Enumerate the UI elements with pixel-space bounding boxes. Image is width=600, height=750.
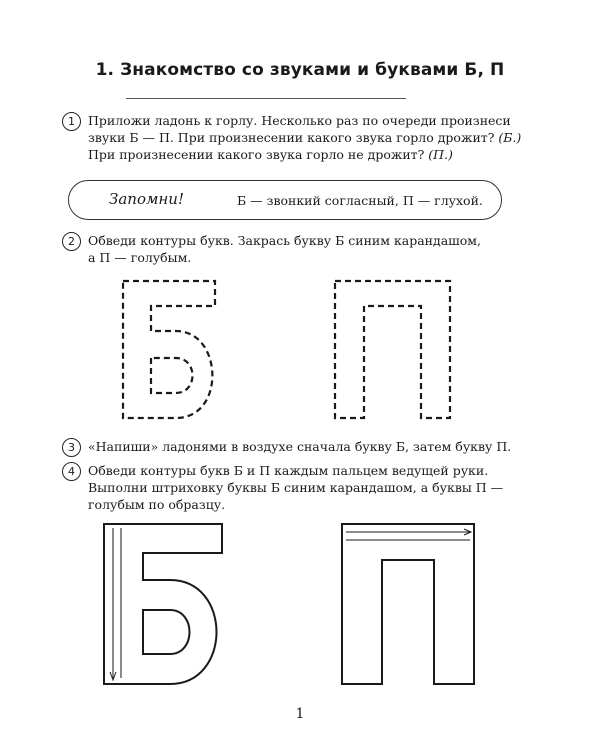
answer-hint: (П.) bbox=[428, 147, 453, 162]
task-line: голубым по образцу. bbox=[88, 497, 226, 512]
task-text bbox=[88, 232, 522, 266]
hatching-sample bbox=[346, 529, 471, 540]
task-line: Выполни штриховку буквы Б синим карандашом, а буквы П — bbox=[88, 480, 504, 495]
task-1 bbox=[62, 112, 522, 163]
task-line: Приложи ладонь к горлу. Несколько раз по очереди произнеси bbox=[88, 113, 511, 128]
task-4 bbox=[62, 462, 522, 513]
page-number: 1 bbox=[295, 706, 305, 722]
outline-letter-b bbox=[100, 520, 230, 690]
task-line: Обведи контуры букв Б и П каждым пальцем ведущей руки. bbox=[88, 463, 489, 478]
hatching-sample bbox=[110, 528, 121, 680]
task-number: 3 bbox=[62, 438, 81, 457]
outline-letter-p bbox=[338, 520, 478, 690]
remember-rule: Б — звонкий согласный, П — глухой. bbox=[237, 193, 483, 208]
answer-hint: (Б.) bbox=[498, 130, 522, 145]
page-title: 1. Знакомство со звуками и буквами Б, П bbox=[95, 60, 505, 80]
task-text bbox=[88, 112, 522, 163]
title-divider bbox=[126, 98, 406, 99]
task-text bbox=[88, 438, 522, 455]
task-3 bbox=[62, 438, 522, 455]
task-line: а П — голубым. bbox=[88, 250, 192, 265]
task-number: 2 bbox=[62, 232, 81, 251]
task-text bbox=[88, 462, 522, 513]
task-2 bbox=[62, 232, 522, 266]
task-line: звуки Б — П. При произнесении какого звука горло дрожит? bbox=[88, 130, 495, 145]
task-number: 1 bbox=[62, 112, 81, 131]
task-line: Обведи контуры букв. Закрась букву Б синим карандашом, bbox=[88, 233, 481, 248]
task-line: «Напиши» ладонями в воздухе сначала букву Б, затем букву П. bbox=[88, 439, 512, 454]
task-number: 4 bbox=[62, 462, 81, 481]
task-line: При произнесении какого звука горло не дрожит? bbox=[88, 147, 425, 162]
dashed-letter-b bbox=[118, 278, 230, 424]
remember-box bbox=[68, 180, 502, 220]
remember-label: Запомни! bbox=[109, 190, 184, 208]
dashed-letter-p bbox=[330, 278, 454, 424]
